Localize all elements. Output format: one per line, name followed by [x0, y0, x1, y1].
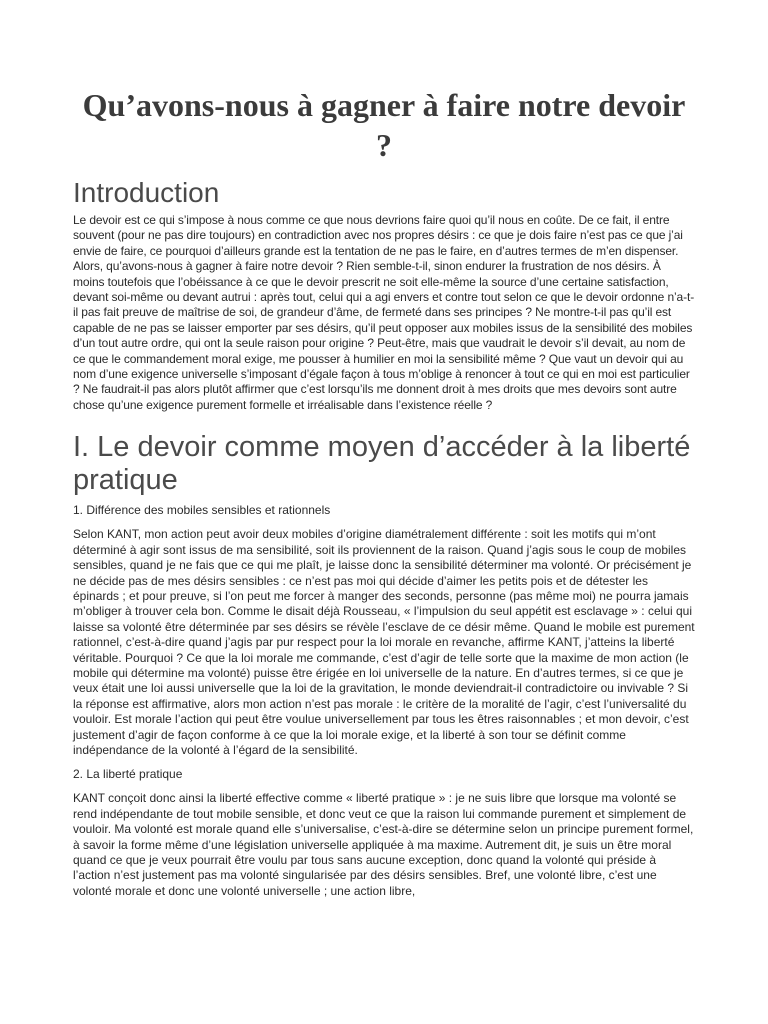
- section-1-heading: I. Le devoir comme moyen d’accéder à la liberté pratique: [73, 431, 691, 497]
- subsection-2-paragraph: KANT conçoit donc ainsi la liberté effective comme « liberté pratique » : je ne suis libre que lorsque ma volonté se rend indépendante de tout mobile sensible, et donc veut ce que la raison lui commande purement et simplement de vouloir. Ma volonté est morale quand elle s’universalise, c’est-à-dire se détermine selon un principe purement formel, à savoir la forme même d’une législation universelle appliquée à ma maxime. Autrement dit, je suis un être moral quand ce que je veux pourrait être voulu par tous sans aucune exception, donc quand la volonté qui préside à l’action n’est justement pas ma volonté singularisée par des désirs sensibles. Bref, une volonté libre, c’est une volonté morale et donc une volonté universelle ; une action libre,: [73, 791, 694, 898]
- subsection-1-title: 1. Différence des mobiles sensibles et rationnels: [73, 503, 331, 518]
- paragraph-spacer: [73, 758, 695, 767]
- introduction-heading: Introduction: [73, 177, 220, 208]
- document-page: [73, 85, 695, 899]
- subsection-1-paragraph: Selon KANT, mon action peut avoir deux mobiles d’origine diamétralement différente : soit les motifs qui m’ont déterminé à agir sont issus de ma sensibilité, soit ils proviennent de la raison. Quand j’agis sous le coup de mobiles sensibles, quand je ne fais que ce qui me plaît, je laisse donc la sensibilité déterminer ma volonté. Or précisément je ne décide pas de mes désirs sensibles : ce n’est pas moi qui décide d’aimer les petits pois et de détester les épinards ; et pour preuve, si l’on peut me forcer à manger des seconds, personne (pas même moi) ne pourra jamais m’obliger à trouver cela bon. Comme le disait déjà Rousseau, « l’impulsion du seul appétit est esclavage » : celui qui laisse sa volonté être déterminée par ses désirs se révèle l’esclave de ce désir même. Quand le mobile est purement rationnel, c’est-à-dire quand j’agis par pur respect pour la loi morale en revanche, affirme KANT, j’atteins la liberté véritable. Pourquoi ? Ce que la loi morale me commande, c’est d’agir de telle sorte que la maxime de mon action (le mobile qui détermine ma volonté) puisse être érigée en loi universelle de la nature. En d’autres termes, si ce que je veux était une loi aussi universelle que la loi de la gravitation, le monde deviendrait-il contradictoire ou invivable ? Si la réponse est affirmative, alors mon action n’est pas morale : le critère de la moralité de l’agir, c’est l’universalité du vouloir. Est morale l’action qui peut être voulue universellement par tous les êtres raisonnables ; et mon devoir, c’est justement d’agir de façon conforme à ce que la loi morale exige, et la liberté à son tour se définit comme indépendance de la volonté à l’égard de la sensibilité.: [73, 527, 695, 757]
- introduction-paragraph: Le devoir est ce qui s’impose à nous comme ce que nous devrions faire quoi qu’il nous en coûte. De ce fait, il entre souvent (pour ne pas dire toujours) en contradiction avec nos propres désirs : ce que je dois faire n’est pas ce que j’ai envie de faire, ce pourquoi d’ailleurs grande est la tentation de ne pas le faire, en d’autres termes de m’en dispenser. Alors, qu’avons-nous à gagner à faire notre devoir ? Rien semble-t-il, sinon endurer la frustration de nos désirs. À moins toutefois que l’obéissance à ce que le devoir prescrit ne soit elle-même la source d’une certaine satisfaction, devant soi-même ou devant autrui : après tout, celui qui a agi envers et contre tout selon ce que le devoir ordonne n’a-t-il pas fait preuve de maîtrise de soi, de grandeur d’âme, de fermeté dans ses principes ? Ne montre-t-il pas qu’il est capable de ne pas se laisser emporter par ses désirs, qu’il peut opposer aux mobiles issus de la sensibilité des mobiles d’un tout autre ordre, qui ont la seule raison pour origine ? Peut-être, mais que vaudrait le devoir s’il devait, au nom de ce que le commandement moral exige, me pousser à humilier en moi la sensibilité même ? Que vaut un devoir qui au nom d’une exigence universelle s’imposant d’égale façon à tous m’oblige à renoncer à tout ce qui en moi est particulier ? Ne faudrait-il pas alors plutôt affirmer que c’est lorsqu’ils me donnent droit à mes droits que mes devoirs sont autre chose qu’une exigence purement formelle et irréalisable dans l’existence réelle ?: [73, 213, 695, 412]
- document-title: Qu’avons-nous à gagner à faire notre devoir ?: [82, 87, 686, 163]
- subsection-2-title: 2. La liberté pratique: [73, 767, 183, 782]
